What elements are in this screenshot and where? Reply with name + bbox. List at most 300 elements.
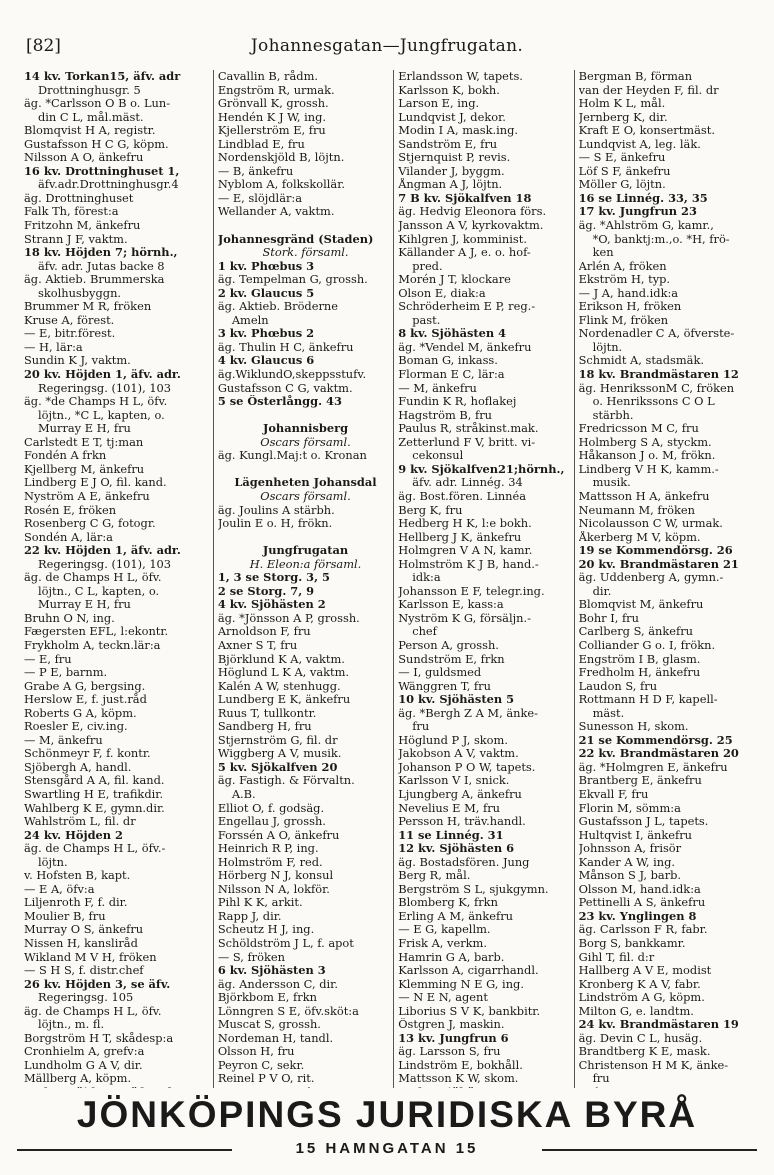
- directory-line-text: [398, 1086, 543, 1088]
- directory-line-text: Ekström H, typ.: [578, 273, 671, 287]
- directory-line-text: idk:a: [412, 571, 441, 585]
- directory-line: [398, 205, 573, 219]
- directory-line: [24, 612, 213, 626]
- directory-line: [218, 693, 393, 707]
- directory-line: [579, 856, 754, 870]
- directory-line-text: Lundqvist A, leg. läk.: [578, 137, 701, 151]
- directory-line-text: Rottmann H D F, kapell-: [578, 693, 718, 707]
- directory-line-text: — E, bitr.förest.: [24, 327, 116, 341]
- directory-line: [24, 70, 213, 84]
- directory-line-text: Vilander J, byggm.: [398, 164, 505, 178]
- directory-line: [24, 1005, 213, 1019]
- directory-line: [218, 205, 393, 219]
- directory-line: [24, 788, 213, 802]
- directory-line-text: Stjernström G, fil. dr: [217, 733, 338, 747]
- directory-line-text: Nordenadler C A, öfverste-: [578, 327, 735, 341]
- directory-line-text: Kjellberg M, änkefru: [24, 462, 145, 476]
- directory-line-text: fru: [412, 720, 430, 734]
- directory-line-text: Nevelius E M, fru: [398, 801, 501, 815]
- directory-line-text: äg. Carlsson F R, fabr.: [578, 923, 708, 937]
- directory-line-text: Sundström E, frkn: [398, 652, 505, 666]
- directory-line: [24, 138, 213, 152]
- directory-line-text: Olson E, diak:a: [398, 286, 486, 300]
- directory-line-text: Colliander G o. I, frökn.: [578, 638, 716, 652]
- directory-line: [579, 937, 754, 951]
- directory-line: [218, 544, 393, 558]
- directory-line-text: Bergström S L, sjukgymn.: [398, 882, 549, 896]
- directory-line: [398, 1059, 573, 1073]
- directory-line: [398, 625, 573, 639]
- directory-line-text: Wahlström L, fil. dr: [24, 815, 136, 829]
- directory-line-text: Kraft E O, konsertmäst.: [578, 124, 715, 138]
- directory-line: [398, 815, 573, 829]
- directory-line: [218, 612, 393, 626]
- directory-line: [398, 70, 573, 84]
- directory-line-text: Moulier B, fru: [24, 909, 106, 923]
- directory-line: [218, 639, 393, 653]
- directory-line-text: Rosenberg C G, fotogr.: [24, 517, 156, 531]
- directory-line-text: Höglund P J, skom.: [398, 733, 508, 747]
- directory-line-text: Jakobson A V, vaktm.: [398, 747, 519, 761]
- directory-line-text: Ruus T, tullkontr.: [217, 706, 317, 720]
- directory-line: [24, 937, 213, 951]
- directory-line: [398, 598, 573, 612]
- directory-line-text: 16 se Linnég. 33, 35: [578, 191, 708, 205]
- directory-line: [24, 382, 213, 396]
- directory-line: [24, 720, 213, 734]
- directory-line-text: Boman G, inkass.: [398, 354, 498, 368]
- directory-line: [218, 720, 393, 734]
- directory-line: [24, 734, 213, 748]
- directory-line-text: *O, banktj:m.,o. *H, frö-: [592, 232, 730, 246]
- directory-line: [579, 178, 754, 192]
- directory-line-text: past.: [412, 313, 441, 327]
- directory-line: [24, 531, 213, 545]
- directory-line: [218, 178, 393, 192]
- directory-line: [218, 653, 393, 667]
- directory-line-text: pred.: [412, 259, 443, 273]
- ad-rule-right: [542, 1149, 757, 1151]
- directory-line: [24, 991, 213, 1005]
- directory-line-text: 21 se Kommendörsg. 25: [578, 733, 733, 747]
- directory-line: [24, 653, 213, 667]
- directory-line: [398, 84, 573, 98]
- directory-line: [218, 625, 393, 639]
- directory-line-text: Frisk A, verkm.: [398, 937, 487, 950]
- directory-column-1: [24, 70, 213, 1088]
- directory-line: [24, 761, 213, 775]
- directory-line: [218, 449, 393, 463]
- directory-line: [398, 923, 573, 937]
- directory-line-text: äg. Devin C L, husäg.: [578, 1031, 703, 1045]
- directory-line-text: äg. *Jönsson A P, grossh.: [217, 611, 360, 625]
- directory-line-text: Kronberg K A V, fabr.: [578, 977, 701, 991]
- directory-line: [579, 680, 754, 694]
- directory-line-text: 13 kv. Jungfrun 6: [398, 1031, 509, 1045]
- directory-line: [24, 910, 213, 924]
- directory-line-text: 4 kv. Glaucus 6: [217, 354, 315, 368]
- directory-line-text: äg. Tempelman G, grossh.: [217, 273, 368, 287]
- directory-line: [24, 300, 213, 314]
- directory-line-text: äg. Aktieb. Bröderne: [217, 300, 338, 314]
- directory-line: [398, 287, 573, 301]
- directory-line: [24, 571, 213, 585]
- directory-line-text: Olsson M, hand.idk:a: [578, 882, 701, 896]
- directory-line: [398, 680, 573, 694]
- directory-line: [398, 964, 573, 978]
- directory-line-text: Grabe A G, bergsing.: [24, 679, 146, 693]
- directory-line-text: Frykholm A, teckn.lär:a: [24, 638, 161, 652]
- directory-line: [398, 1032, 573, 1046]
- directory-line: [24, 205, 213, 219]
- directory-line: [398, 151, 573, 165]
- directory-column-3: [393, 70, 573, 1088]
- directory-line-text: — J A, hand.idk:a: [578, 286, 679, 300]
- directory-line: [24, 327, 213, 341]
- directory-line-text: Falk Th, förest:a: [24, 205, 119, 219]
- directory-line-text: — E G, kapellm.: [398, 923, 491, 937]
- directory-line-text: 17 kv. Jungfrun 23: [578, 205, 697, 219]
- directory-line-text: Nissen H, kansliråd: [24, 937, 138, 950]
- directory-line-text: Lägenheten Johansdal: [234, 476, 377, 490]
- directory-line: [579, 747, 754, 761]
- directory-line-text: äg. Uddenberg A, gymn.-: [578, 571, 724, 585]
- directory-line-text: Arnoldson F, fru: [217, 625, 311, 639]
- directory-line: [398, 354, 573, 368]
- directory-line-text: Fredholm H, änkefru: [578, 666, 701, 680]
- directory-line-text: Åkerberg M V, köpm.: [578, 530, 701, 544]
- directory-line: [24, 463, 213, 477]
- directory-line-text: Brantberg E, änkefru: [578, 774, 702, 788]
- directory-line: [24, 409, 213, 423]
- directory-line: [398, 978, 573, 992]
- directory-line-text: Drottninghusgr. 5: [38, 83, 141, 97]
- directory-line-text: äg. de Champs H L, öfv.-: [24, 842, 166, 856]
- directory-line: [579, 260, 754, 274]
- directory-line-text: äg. *Vendel M, änkefru: [398, 340, 532, 354]
- directory-line: [398, 449, 573, 463]
- directory-line-text: löjtn., m. fl.: [38, 1018, 105, 1032]
- directory-line: [218, 436, 393, 450]
- directory-line: [218, 124, 393, 138]
- directory-line: [218, 341, 393, 355]
- directory-line-text: 8 kv. Sjöhästen 4: [398, 327, 507, 341]
- directory-line-text: 18 kv. Höjden 7; hörnh.,: [24, 246, 178, 260]
- directory-line: [218, 666, 393, 680]
- directory-line-text: äg. *de Champs H L, öfv.: [24, 395, 168, 409]
- directory-line: [579, 788, 754, 802]
- directory-line-text: Lindberg V H K, kamm.-: [578, 462, 719, 476]
- directory-line-text: löjtn., *C L, kapten, o.: [38, 408, 165, 422]
- directory-line: [218, 151, 393, 165]
- directory-line: [398, 937, 573, 951]
- directory-line: [398, 883, 573, 897]
- directory-line-text: äg. de Champs H L, öfv.: [24, 571, 162, 585]
- directory-line: [579, 978, 754, 992]
- directory-line-text: Hallberg A V E, modist: [578, 964, 712, 978]
- directory-line: [218, 761, 393, 775]
- directory-line-text: Kihlgren J, komminist.: [398, 232, 527, 246]
- directory-line-text: 24 kv. Brandmästaren 19: [578, 1018, 739, 1032]
- directory-line-text: Lönngren S E, öfv.sköt:a: [217, 1004, 359, 1018]
- directory-line: [24, 490, 213, 504]
- directory-line-text: Mattsson H A, änkefru: [578, 489, 710, 503]
- directory-line-text: löjtn.: [592, 340, 623, 354]
- directory-line-text: Heinrich R P, ing.: [217, 842, 319, 856]
- directory-line-text: Larson E, ing.: [398, 97, 480, 111]
- directory-line-text: Bohr I, fru: [578, 611, 639, 625]
- directory-line-text: 1, 3 se Storg. 3, 5: [217, 571, 330, 585]
- directory-line: [579, 571, 754, 585]
- directory-line: [218, 883, 393, 897]
- directory-line: [24, 774, 213, 788]
- directory-line-text: Forssén A O, änkefru: [217, 828, 340, 842]
- directory-line: [218, 598, 393, 612]
- directory-line-text: Björklund K A, vaktm.: [217, 652, 345, 666]
- directory-line-text: Mattsson K W, skom.: [398, 1072, 519, 1086]
- directory-line: [579, 625, 754, 639]
- directory-line: [218, 287, 393, 301]
- directory-line-text: — E A, öfv:a: [24, 882, 95, 896]
- directory-line: [24, 1072, 213, 1086]
- directory-line: [24, 1018, 213, 1032]
- directory-line: [398, 1045, 573, 1059]
- directory-line-text: 2 se Storg. 7, 9: [217, 584, 315, 598]
- directory-line: [24, 97, 213, 111]
- directory-line: [579, 707, 754, 721]
- directory-line: [398, 165, 573, 179]
- directory-line-text: Modin I A, mask.ing.: [398, 124, 519, 138]
- directory-line: [579, 734, 754, 748]
- directory-line-text: 9 kv. Sjökalfven21;hörnh.,: [398, 462, 565, 476]
- directory-line: [579, 761, 754, 775]
- directory-line: [398, 951, 573, 965]
- directory-line-text: Karlsson V I, snick.: [398, 774, 510, 788]
- directory-line-text: Fondén A frkn: [24, 449, 107, 463]
- directory-line: [218, 490, 393, 504]
- directory-line-text: Nicolausson C W, urmak.: [578, 517, 723, 531]
- directory-line-text: Regeringsg. (101), 103: [38, 557, 172, 571]
- directory-line: [218, 165, 393, 179]
- directory-line-text: äg. *Carlsson O B o. Lun-: [24, 97, 171, 111]
- directory-line: [218, 84, 393, 98]
- directory-line: [398, 747, 573, 761]
- directory-line: [24, 273, 213, 287]
- directory-line: [579, 693, 754, 707]
- directory-line: [218, 327, 393, 341]
- directory-line-text: Hamrin G A, barb.: [398, 950, 505, 964]
- directory-line-text: Fredricsson M C, fru: [578, 422, 699, 436]
- directory-line: [218, 842, 393, 856]
- directory-line: [398, 178, 573, 192]
- directory-line-text: Joulin E o. H, frökn.: [217, 517, 333, 531]
- directory-line-text: Axner S T, fru: [217, 638, 298, 652]
- directory-line: [218, 354, 393, 368]
- directory-line: [218, 138, 393, 152]
- directory-line: [218, 260, 393, 274]
- directory-line-text: 10 kv. Sjöhästen 5: [398, 693, 515, 707]
- directory-line: [218, 869, 393, 883]
- directory-line-text: 20 kv. Höjden 1, äfv. adr.: [24, 368, 181, 382]
- directory-line-text: Brandtberg K E, mask.: [578, 1045, 711, 1059]
- directory-line: [579, 246, 754, 260]
- directory-line: [24, 1045, 213, 1059]
- directory-line: [579, 558, 754, 572]
- directory-line-text: Ångman A J, löjtn.: [398, 178, 503, 192]
- directory-line: [218, 409, 393, 423]
- directory-line-text: — E, slöjdlär:a: [217, 191, 303, 205]
- directory-line: [398, 233, 573, 247]
- directory-line: [24, 856, 213, 870]
- directory-line-text: H. Eleon:a församl.: [249, 557, 362, 571]
- directory-line-text: — M, änkefru: [398, 381, 477, 395]
- directory-line-text: Sondén A, lär:a: [24, 530, 113, 544]
- directory-line: [24, 639, 213, 653]
- directory-line: [24, 598, 213, 612]
- directory-line-text: Engellau J, grossh.: [217, 815, 326, 829]
- directory-line: [398, 192, 573, 206]
- directory-line-text: Stensgård A A, fil. kand.: [24, 774, 165, 788]
- directory-line: [24, 1059, 213, 1073]
- directory-line-text: Wahlberg K E, gymn.dir.: [24, 801, 165, 815]
- directory-line-text: äg. Larsson S, fru: [398, 1045, 501, 1059]
- directory-line-text: Östgren J, maskin.: [398, 1018, 505, 1032]
- directory-line-text: Blomqvist M, änkefru: [578, 598, 704, 612]
- directory-line: [579, 476, 754, 490]
- ad-title: JÖNKÖPINGS JURIDISKA BYRÅ: [76, 1094, 698, 1135]
- directory-line-text: Laudon S, fru: [578, 679, 658, 693]
- directory-line-text: äg. *Holmgren E, änkefru: [578, 760, 728, 774]
- directory-line-text: Lindberg E J O, fil. kand.: [24, 476, 167, 490]
- directory-line: [579, 422, 754, 436]
- directory-line-text: Holmström F, red.: [217, 855, 323, 869]
- directory-line: [398, 246, 573, 260]
- directory-line-text: Bruhn O N, ing.: [24, 611, 115, 625]
- directory-line: [218, 463, 393, 477]
- directory-line-text: — S E, änkefru: [578, 151, 666, 165]
- directory-line: [398, 1018, 573, 1032]
- directory-line-text: Oscars församl.: [260, 489, 351, 503]
- directory-line: [398, 558, 573, 572]
- directory-line-text: — S, fröken: [217, 950, 285, 964]
- directory-line-text: Karlsson K, bokh.: [398, 83, 500, 97]
- directory-line-text: [579, 1086, 710, 1088]
- directory-line: [398, 991, 573, 1005]
- directory-line-text: stärbh.: [592, 408, 634, 422]
- directory-line: [24, 1032, 213, 1046]
- directory-line: [398, 896, 573, 910]
- directory-line: [579, 504, 754, 518]
- directory-line-text: Kalén A W, stenhugg.: [217, 679, 341, 693]
- directory-line: [398, 544, 573, 558]
- running-title: Johannesgatan—Jungfrugatan.: [250, 36, 524, 56]
- directory-line: [579, 612, 754, 626]
- directory-line: [398, 219, 573, 233]
- directory-line-text: Gustafsson H C G, köpm.: [24, 137, 169, 151]
- directory-line-text: Berg K, fru: [398, 503, 463, 517]
- directory-line-text: Hendén K J W, ing.: [217, 110, 326, 124]
- directory-line-text: 2 kv. Glaucus 5: [217, 286, 315, 300]
- directory-line-text: o. Henrikssons C O L: [592, 395, 715, 409]
- directory-line-text: Björkbom E, frkn: [217, 991, 317, 1005]
- directory-line: [24, 165, 213, 179]
- directory-line: [24, 192, 213, 206]
- directory-line: [579, 490, 754, 504]
- directory-line: [579, 1086, 754, 1088]
- directory-line: [24, 260, 213, 274]
- directory-line: [24, 422, 213, 436]
- directory-line-text: Neumann M, fröken: [578, 503, 695, 517]
- directory-line: [24, 964, 213, 978]
- directory-line-text: Karlsson E, kass:a: [398, 598, 504, 612]
- directory-line: [579, 666, 754, 680]
- directory-line-text: Cronhielm A, grefv:a: [24, 1045, 145, 1059]
- directory-line-text: Fægersten EFL, l:ekontr.: [24, 625, 169, 639]
- directory-line: [398, 368, 573, 382]
- directory-line: [398, 707, 573, 721]
- directory-line-text: Kander A W, ing.: [578, 855, 676, 869]
- directory-line: [218, 422, 393, 436]
- directory-line: [24, 395, 213, 409]
- directory-line-text: Nilsson N A, lokför.: [217, 882, 330, 896]
- directory-line-text: Engström I B, glasm.: [578, 652, 701, 666]
- directory-line-text: Berg R, mål.: [398, 869, 471, 883]
- directory-line-text: 4 kv. Sjöhästen 2: [217, 598, 326, 612]
- directory-line-text: Holmgren V A N, kamr.: [398, 544, 533, 558]
- directory-line: [579, 910, 754, 924]
- directory-line-text: dir.: [592, 584, 612, 598]
- directory-line: [218, 558, 393, 572]
- directory-line: [218, 300, 393, 314]
- directory-line-text: Lundberg E K, änkefru: [217, 693, 351, 707]
- directory-line: [24, 287, 213, 301]
- directory-line-text: Sandström E, fru: [398, 137, 498, 151]
- directory-line: [218, 815, 393, 829]
- directory-line-text: 23 kv. Ynglingen 8: [578, 909, 697, 923]
- directory-line-text: Blomqvist H A, registr.: [24, 124, 156, 138]
- directory-line: [24, 923, 213, 937]
- directory-line-text: Wänggren T, fru: [398, 679, 491, 693]
- directory-line: [218, 111, 393, 125]
- directory-line-text: 3 kv. Phœbus 2: [217, 327, 315, 341]
- directory-line: [218, 923, 393, 937]
- directory-line: [24, 869, 213, 883]
- directory-line: [579, 205, 754, 219]
- directory-line: [218, 585, 393, 599]
- directory-line-text: Månson S J, barb.: [578, 869, 682, 883]
- directory-line-text: 5 kv. Sjökalfven 20: [217, 760, 338, 774]
- directory-line: [579, 1018, 754, 1032]
- directory-line-text: Holmström K J B, hand.-: [398, 557, 539, 571]
- directory-line: [24, 585, 213, 599]
- directory-line-text: — S H S, f. distr.chef: [24, 964, 144, 978]
- directory-line: [579, 544, 754, 558]
- directory-line-text: Murray O S, änkefru: [24, 923, 144, 937]
- directory-line-text: Grönvall K, grossh.: [217, 97, 329, 111]
- directory-line-text: Jungfrugatan: [262, 544, 349, 558]
- directory-line: [218, 504, 393, 518]
- directory-line-text: Nilsson A O, änkefru: [24, 151, 144, 165]
- directory-line: [24, 625, 213, 639]
- directory-line: [579, 1059, 754, 1073]
- directory-line-text: löjtn., C L, kapten, o.: [38, 584, 160, 598]
- directory-line: [24, 693, 213, 707]
- directory-line-text: 22 kv. Höjden 1, äfv. adr.: [24, 544, 181, 558]
- directory-line: [579, 273, 754, 287]
- directory-line: [398, 422, 573, 436]
- directory-line-text: Ekvall F, fru: [578, 787, 649, 801]
- directory-line-text: äg. Kungl.Maj:t o. Kronan: [217, 449, 367, 463]
